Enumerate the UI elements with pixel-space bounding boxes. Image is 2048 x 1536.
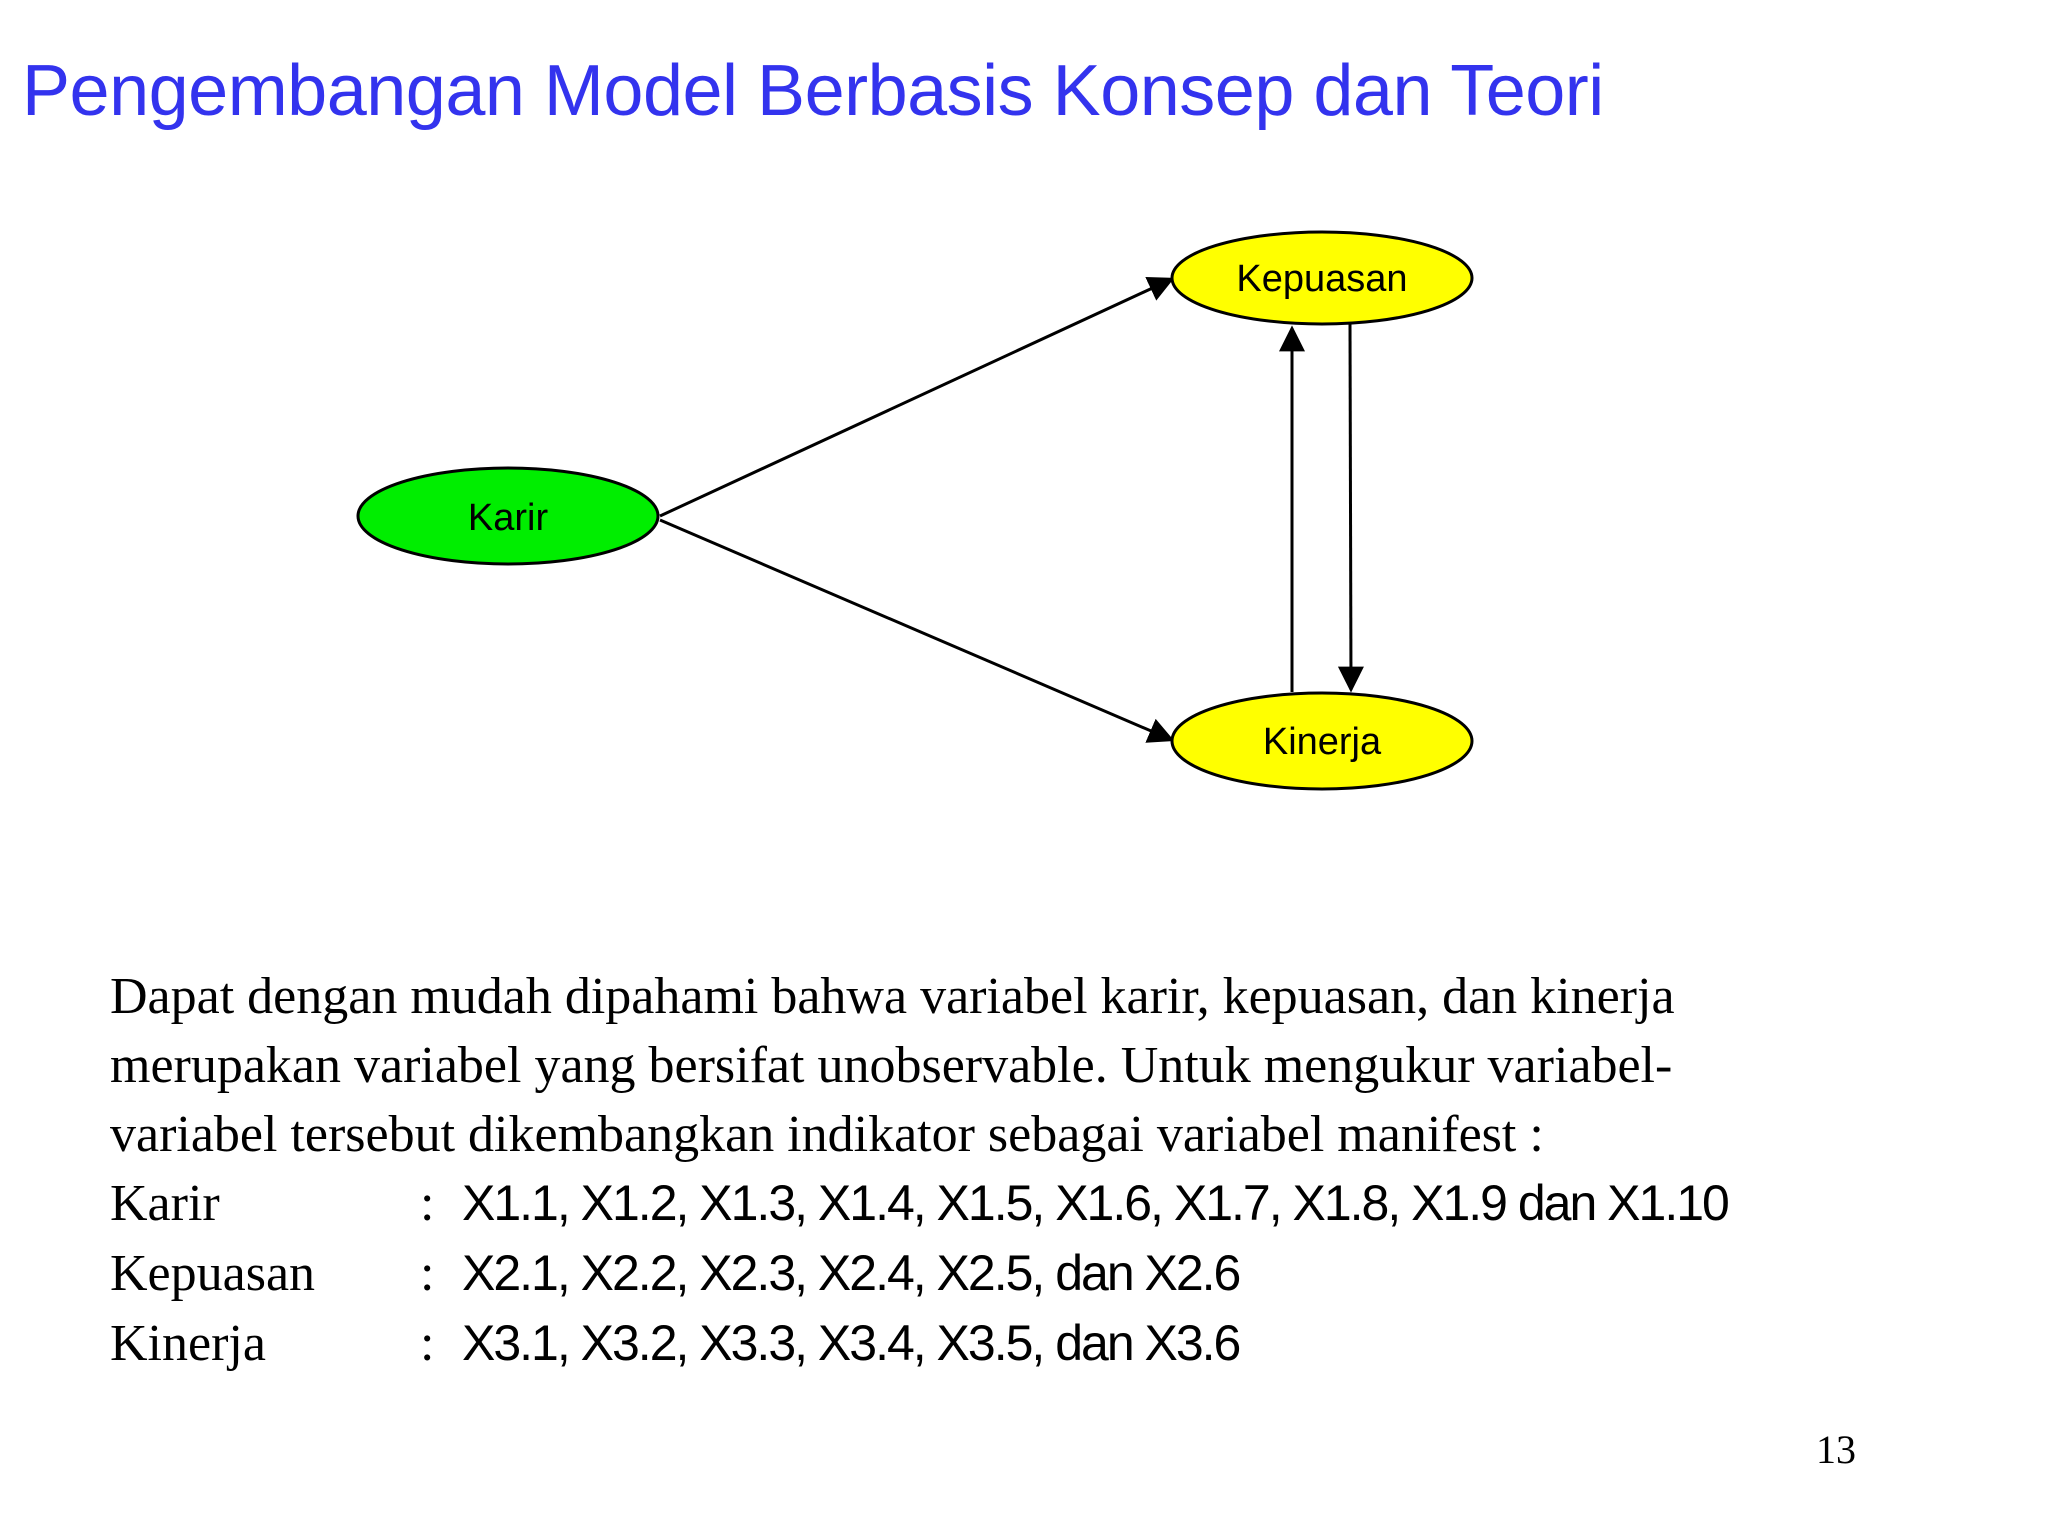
indicator-list: X2.1, X2.2, X2.3, X2.4, X2.5, dan X2.6 [462, 1245, 1240, 1301]
page-number: 13 [1816, 1427, 1856, 1472]
indicator-variable-name: Karir [110, 1175, 220, 1232]
node-kinerja-label: Kinerja [1262, 721, 1382, 763]
node-kepuasan-label: Kepuasan [1236, 258, 1408, 300]
indicator-list: X1.1, X1.2, X1.3, X1.4, X1.5, X1.6, X1.7, X1.8, X1.9 dan X1.10 [462, 1175, 1728, 1231]
node-karir-label: Karir [467, 497, 549, 539]
node-kepuasan [1172, 232, 1472, 324]
edge-kepuasan-to-kinerja [1350, 324, 1351, 690]
edge-karir-to-kepuasan [660, 279, 1172, 516]
edge-karir-to-kinerja [660, 520, 1172, 740]
indicator-list: X3.1, X3.2, X3.3, X3.4, X3.5, dan X3.6 [462, 1315, 1240, 1371]
indicator-separator: : [420, 1245, 435, 1302]
description-paragraph: Dapat dengan mudah dipahami bahwa variabel karir, kepuasan, dan kinerja merupakan variabel yang bersifat unobservable. Untuk mengukur variabel- variabel tersebut dikembangkan indikator sebagai variabel manifest : [110, 968, 1675, 1163]
indicator-variable-name: Kinerja [110, 1315, 266, 1372]
slide-title: Pengembangan Model Berbasis Konsep dan Teori [22, 51, 1604, 131]
indicator-separator: : [420, 1175, 435, 1232]
body-text [110, 962, 1890, 1379]
indicator-separator: : [420, 1315, 435, 1372]
indicator-row-kinerja [110, 1309, 1890, 1379]
indicator-row-karir [110, 1169, 1890, 1239]
indicator-row-kepuasan [110, 1239, 1890, 1309]
node-karir [358, 468, 658, 564]
indicator-variable-name: Kepuasan [110, 1245, 316, 1302]
node-kinerja [1172, 693, 1472, 789]
